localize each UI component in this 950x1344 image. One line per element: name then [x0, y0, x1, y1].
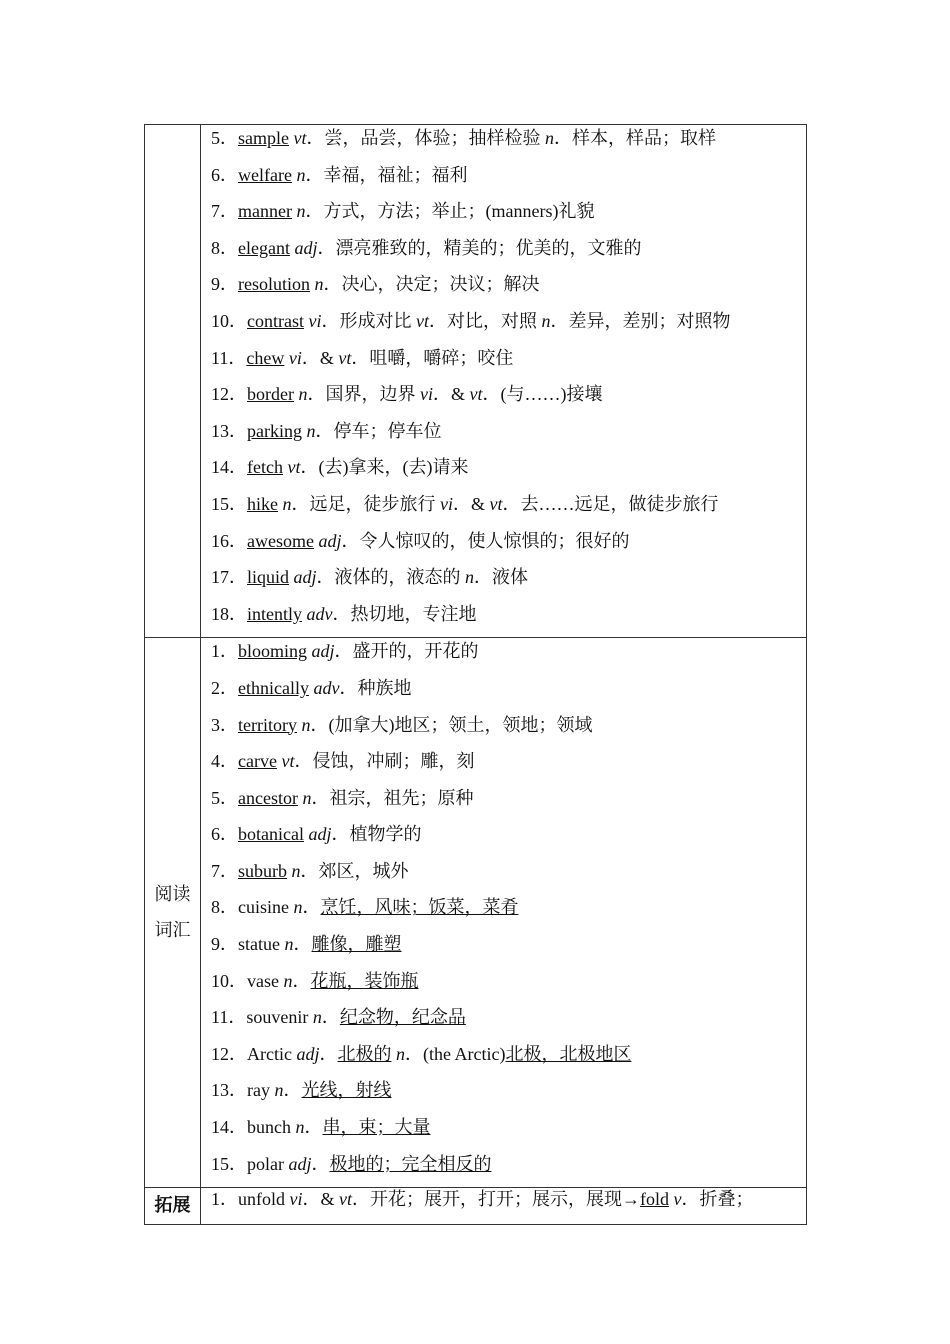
vocab-entry: 3．territory n．(加拿大)地区；领土，领地；领域 [211, 714, 593, 735]
vocab-entry: 2．ethnically adv．种族地 [211, 677, 412, 698]
vocab-entry: 15．polar adj．极地的；完全相反的 [211, 1153, 492, 1174]
vocab-entry: 4．carve vt．侵蚀，冲刷；雕，刻 [211, 751, 475, 772]
vocab-entry: 11．chew vi．& vt．咀嚼，嚼碎；咬住 [211, 347, 514, 368]
vocabulary-table [144, 124, 807, 1225]
vocab-entry: 1．unfold vi．& vt．开花；展开，打开；展示，展现→fold v．折叠； [211, 1189, 754, 1210]
items-cell [201, 125, 807, 638]
vocab-entry: 12．Arctic adj．北极的 n．(the Arctic)北极，北极地区 [211, 1043, 632, 1064]
vocab-entry: 18．intently adv．热切地，专注地 [211, 603, 477, 624]
vocab-entry: 13．parking n．停车；停车位 [211, 420, 442, 441]
vocab-entry: 15．hike n．远足，徒步旅行 vi．& vt．去……远足，做徒步旅行 [211, 493, 719, 514]
vocab-entry: 9．statue n．雕像，雕塑 [211, 934, 402, 955]
vocab-entry: 16．awesome adj．令人惊叹的，使人惊惧的；很好的 [211, 530, 630, 551]
section-row-continued [145, 125, 807, 638]
vocab-entry: 8．cuisine n．烹饪，风味；饭菜，菜肴 [211, 897, 519, 918]
items-cell [201, 638, 807, 1188]
category-cell [145, 125, 201, 638]
vocab-entry: 7．manner n．方式，方法；举止；(manners)礼貌 [211, 201, 595, 222]
section-row-reading-vocabulary [145, 638, 807, 1188]
vocab-entry: 8．elegant adj．漂亮雅致的，精美的；优美的，文雅的 [211, 237, 642, 258]
vocab-entry: 7．suburb n．郊区，城外 [211, 860, 409, 881]
vocab-entry: 10．contrast vi．形成对比 vt．对比，对照 n．差异，差别；对照物 [211, 310, 731, 331]
vocab-entry: 9．resolution n．决心，决定；决议；解决 [211, 274, 540, 295]
category-cell: 拓展 [145, 1188, 201, 1225]
vocab-entry: 6．welfare n．幸福，福祉；福利 [211, 164, 468, 185]
vocab-entry: 14．bunch n．串，束；大量 [211, 1117, 431, 1138]
items-cell [201, 1188, 807, 1225]
vocab-entry: 17．liquid adj．液体的，液态的 n．液体 [211, 567, 529, 588]
vocab-entry: 5．sample vt．尝，品尝，体验；抽样检验 n．样本，样品；取样 [211, 128, 716, 148]
vocab-entry: 10．vase n．花瓶，装饰瓶 [211, 970, 419, 991]
vocab-entry: 11．souvenir n．纪念物，纪念品 [211, 1007, 466, 1028]
section-row-extension [145, 1188, 807, 1225]
vocab-entry: 6．botanical adj．植物学的 [211, 824, 422, 845]
vocab-entry: 5．ancestor n．祖宗，祖先；原种 [211, 787, 474, 808]
vocab-entry: 1．blooming adj．盛开的，开花的 [211, 641, 479, 662]
vocab-entry: 13．ray n．光线，射线 [211, 1080, 392, 1101]
category-cell: 阅读 词汇 [145, 638, 201, 1188]
vocab-entry: 12．border n．国界，边界 vi．& vt．(与……)接壤 [211, 384, 603, 405]
vocab-entry: 14．fetch vt．(去)拿来，(去)请来 [211, 457, 469, 478]
